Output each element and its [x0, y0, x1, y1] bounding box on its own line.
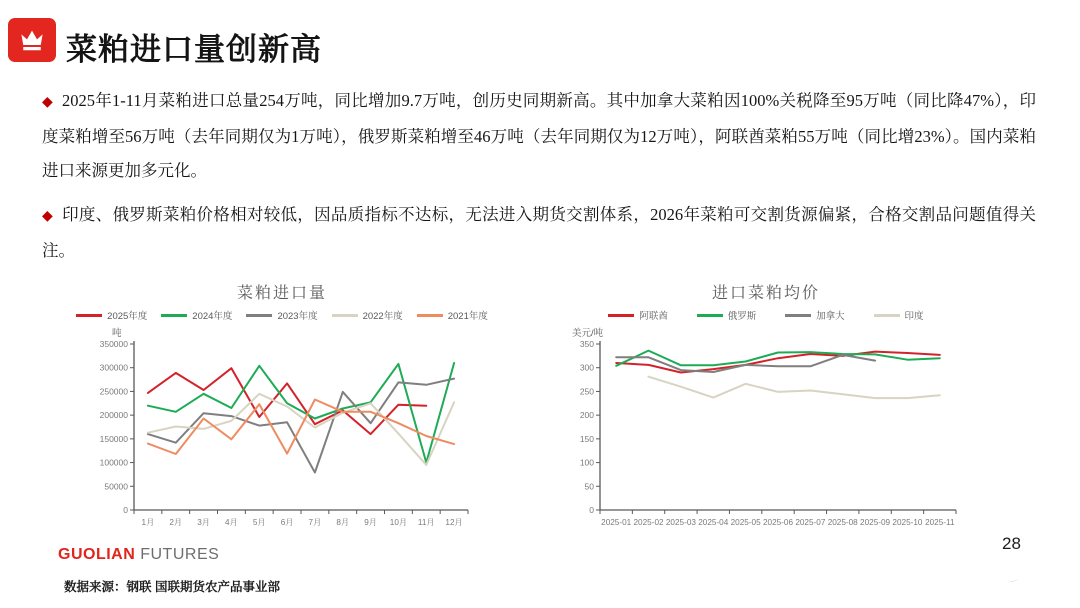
svg-text:2025-03: 2025-03	[665, 518, 696, 527]
svg-text:12月: 12月	[445, 518, 463, 527]
red-crescent-icon	[980, 538, 1042, 590]
legend-label: 阿联酋	[639, 311, 668, 322]
svg-text:0: 0	[589, 505, 594, 515]
legend-line-swatch	[246, 314, 272, 317]
svg-text:2025-09: 2025-09	[860, 518, 891, 527]
svg-text:1月: 1月	[141, 518, 155, 527]
svg-text:200000: 200000	[99, 410, 128, 421]
svg-text:9月: 9月	[364, 518, 377, 527]
legend-line-swatch	[785, 314, 811, 317]
paragraph-text: 2025年1-11月菜粕进口总量254万吨，同比增加9.7万吨，创历史同期新高。其中加拿大菜粕因100%关税降至95万吨（同比降47%），印度菜粕增至56万吨（去年同期仅为1万吨），俄罗斯菜粕增至46万吨（去年同期仅为12万吨），阿联酋菜粕55万吨（同比增23%）。国内菜粕进口来源更加多元化。	[42, 91, 1036, 180]
paragraph-delivery-note	[42, 198, 1036, 268]
chart-title: 进口菜粕均价	[711, 285, 820, 302]
svg-text:2025-01: 2025-01	[601, 518, 632, 527]
svg-text:2025-02: 2025-02	[633, 518, 664, 527]
page-title: 菜粕进口量创新高	[66, 32, 322, 67]
svg-text:150000: 150000	[99, 433, 128, 444]
svg-text:200: 200	[579, 410, 594, 421]
legend-label: 加拿大	[816, 311, 845, 322]
legend-item	[246, 308, 317, 322]
legend-line-swatch	[874, 314, 900, 317]
legend-line-swatch	[417, 314, 443, 317]
legend-label: 印度	[904, 311, 924, 322]
chart-legend	[568, 307, 964, 323]
svg-text:2025-06: 2025-06	[762, 518, 794, 527]
data-source-note: 数据来源：钢联 国联期货农产品事业部	[64, 580, 280, 594]
legend-item	[332, 308, 403, 322]
import-price-chart-block	[568, 280, 964, 536]
svg-text:8月: 8月	[336, 518, 350, 527]
legend-label: 2021年度	[447, 311, 488, 322]
svg-text:250: 250	[579, 386, 594, 397]
diamond-bullet-icon: ◆	[42, 95, 54, 110]
legend-item	[697, 308, 757, 322]
svg-text:300: 300	[579, 362, 594, 373]
chart-legend	[88, 307, 488, 323]
svg-text:300000: 300000	[99, 362, 128, 373]
svg-text:6月: 6月	[280, 518, 294, 527]
svg-text:350000: 350000	[99, 339, 128, 349]
chart-title: 菜粕进口量	[236, 285, 327, 302]
legend-label: 俄罗斯	[727, 311, 757, 322]
brand-name-gray: FUTURES	[135, 546, 220, 563]
legend-item	[76, 308, 147, 322]
svg-text:100000: 100000	[99, 457, 128, 468]
svg-text:2025-08: 2025-08	[827, 518, 858, 527]
svg-text:2月: 2月	[169, 518, 183, 527]
diamond-bullet-icon: ◆	[42, 209, 54, 224]
legend-line-swatch	[161, 314, 187, 317]
legend-label: 2025年度	[107, 311, 148, 322]
legend-item	[417, 308, 488, 322]
svg-text:2025-05: 2025-05	[730, 518, 761, 527]
svg-text:4月: 4月	[225, 518, 238, 527]
legend-label: 2023年度	[277, 311, 318, 322]
y-axis-unit-label: 吨	[112, 328, 122, 339]
page-number: 28	[1002, 534, 1021, 553]
import-price-chart	[568, 338, 964, 536]
svg-text:250000: 250000	[99, 386, 128, 397]
legend-item	[874, 308, 924, 322]
crown-icon	[8, 18, 56, 62]
import-volume-chart	[88, 338, 476, 536]
svg-text:0: 0	[123, 505, 128, 515]
legend-item	[785, 308, 845, 322]
legend-line-swatch	[76, 314, 102, 317]
paragraph-text: 印度、俄罗斯菜粕价格相对较低，因品质指标不达标，无法进入期货交割体系，2026年菜粕可交割货源偏紧，合格交割品问题值得关注。	[42, 205, 1036, 260]
legend-line-swatch	[332, 314, 358, 317]
legend-item	[161, 308, 232, 322]
svg-text:10月: 10月	[389, 518, 408, 527]
svg-text:5月: 5月	[252, 518, 266, 527]
y-axis-unit-label: 美元/吨	[572, 328, 604, 339]
company-logo	[58, 546, 219, 564]
legend-line-swatch	[608, 314, 634, 317]
svg-text:350: 350	[579, 339, 594, 349]
svg-text:50: 50	[584, 481, 594, 492]
legend-label: 2022年度	[362, 311, 403, 322]
legend-item	[608, 308, 668, 322]
legend-line-swatch	[697, 314, 723, 317]
brand-name-red: GUOLIAN	[58, 546, 136, 563]
svg-text:2025-11: 2025-11	[925, 518, 955, 527]
page-number-ornament	[980, 532, 1050, 592]
svg-text:2025-07: 2025-07	[795, 518, 826, 527]
svg-text:2025-04: 2025-04	[698, 518, 729, 527]
svg-text:3月: 3月	[197, 518, 210, 527]
legend-label: 2024年度	[192, 311, 233, 322]
svg-text:7月: 7月	[308, 518, 322, 527]
svg-text:11月: 11月	[417, 518, 435, 527]
svg-text:2025-10: 2025-10	[892, 518, 923, 527]
svg-text:100: 100	[579, 457, 594, 468]
svg-text:50000: 50000	[104, 481, 128, 492]
svg-text:150: 150	[579, 433, 594, 444]
import-volume-chart-block	[88, 280, 488, 536]
paragraph-import-summary	[42, 84, 1036, 188]
